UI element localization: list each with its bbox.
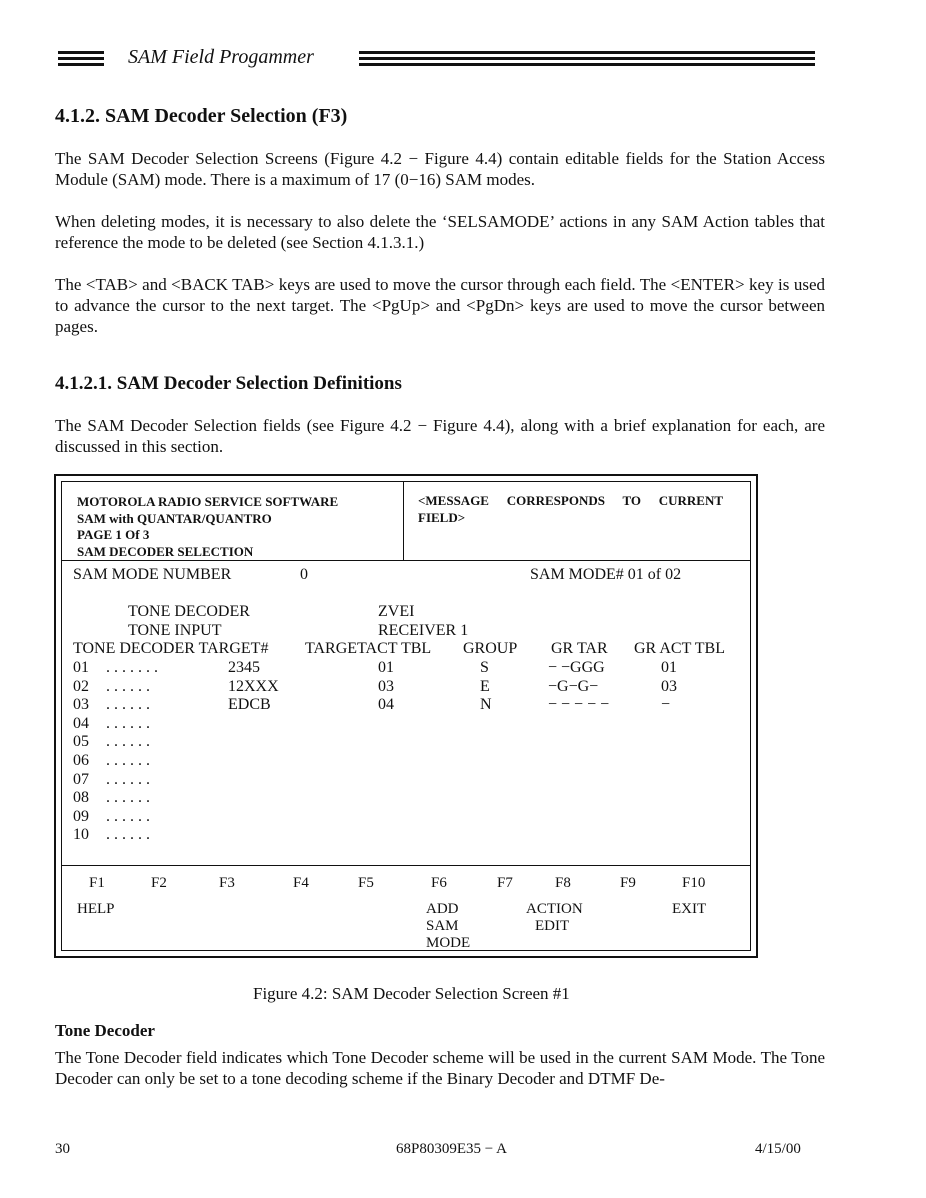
paragraph-deleting-modes: When deleting modes, it is necessary to also delete the ‘SELSAMODE’ actions in any SAM Action tables that reference the mode to be deleted (see Section 4.1.3.1.) [55,212,825,252]
paragraph-intro: The SAM Decoder Selection Screens (Figure 4.2 − Figure 4.4) contain editable fields for the Station Access Module (SAM) mode. There is a maximum of 17 (0−16) SAM modes. [55,149,825,189]
fkey-f8[interactable]: F8 [555,875,571,891]
fkey-f1[interactable]: F1 [89,875,105,891]
act-tbl-field[interactable]: 03 [378,677,394,695]
row-leader-dots: . . . . . . [106,714,150,732]
column-header-gr-act-tbl: GR ACT TBL [634,640,725,657]
screen-header-divider [62,560,750,561]
section-heading: 4.1.2. SAM Decoder Selection (F3) [55,105,348,127]
column-header-gr-tar: GR TAR [551,640,608,657]
document-date: 4/15/00 [755,1141,801,1157]
column-header-act-tbl: TARGETACT TBL [305,640,432,657]
fkey-f4[interactable]: F4 [293,875,309,891]
row-number: 03 [73,696,89,714]
row-leader-dots: . . . . . . [106,733,150,751]
screen-header-line: PAGE 1 Of 3 [77,527,150,542]
mode-number-field[interactable]: 0 [300,566,308,583]
fkey-label-line: ADD [426,901,459,917]
fkey-label-exit[interactable]: EXIT [672,901,707,917]
fkey-label-line: MODE [426,935,471,951]
gr-act-tbl-field[interactable]: 01 [661,659,677,676]
tone-decoder-heading: Tone Decoder [55,1021,155,1040]
tone-input-label: TONE INPUT [128,622,222,639]
row-leader-dots: . . . . . . [106,826,150,844]
header-rule-left [58,51,104,69]
row-number: 05 [73,733,89,751]
document-number: 68P80309E35 − A [396,1141,507,1157]
mode-count: SAM MODE# 01 of 02 [530,566,682,583]
fkey-label-line: SAM [426,918,459,934]
row-number: 04 [73,714,89,732]
row-number: 02 [73,677,89,695]
row-number: 06 [73,752,89,769]
target-field[interactable]: 12XXX [228,677,279,695]
header-rule-right [359,51,815,69]
fkey-f3[interactable]: F3 [219,875,235,891]
screen-header-line: SAM with QUANTAR/QUANTRO [77,510,272,526]
gr-tar-field[interactable]: − − − − − [548,696,610,714]
act-tbl-field[interactable]: 01 [378,659,394,676]
gr-act-tbl-field[interactable]: 03 [661,677,677,695]
column-header-group: GROUP [463,640,518,657]
fkey-f7[interactable]: F7 [497,875,513,891]
gr-tar-field[interactable]: −G−G− [548,677,599,695]
screen-header [77,494,338,560]
row-number: 09 [73,807,89,825]
row-number: 08 [73,789,89,807]
fkey-label-line: EDIT [535,918,570,934]
fkey-f5[interactable]: F5 [358,875,374,891]
row-number: 07 [73,770,89,788]
page-number: 30 [55,1141,70,1157]
fkey-label-add-sam-mode[interactable] [426,901,470,952]
row-leader-dots: . . . . . . [106,770,150,788]
screen-header-line: MOTOROLA RADIO SERVICE SOFTWARE [77,494,339,509]
fkey-label-action-edit[interactable] [526,901,583,935]
row-leader-dots: . . . . . . [106,696,150,714]
group-field[interactable]: N [480,696,492,714]
row-leader-dots: . . . . . . [106,789,150,807]
act-tbl-field[interactable]: 04 [378,696,394,714]
group-field[interactable]: S [480,659,489,676]
gr-tar-field[interactable]: − −GGG [548,659,605,676]
paragraph-definitions: The SAM Decoder Selection fields (see Figure 4.2 − Figure 4.4), along with a brief explanation for each, are discussed in this section. [55,416,825,456]
fkey-label-line: ACTION [526,901,583,917]
gr-act-tbl-field[interactable]: − [661,696,671,714]
figure-caption: Figure 4.2: SAM Decoder Selection Screen #1 [253,984,570,1003]
row-leader-dots: . . . . . . . [106,659,158,676]
target-field[interactable]: EDCB [228,696,271,714]
row-number: 01 [73,659,89,676]
tone-decoder-paragraph: The Tone Decoder field indicates which Tone Decoder scheme will be used in the current SAM Mode. The Tone Decoder can only be set to a tone decoding scheme if the Binary Decoder and DTMF De- [55,1048,825,1088]
row-number: 10 [73,826,89,844]
screen-fkey-divider [62,865,750,866]
fkey-f6[interactable]: F6 [431,875,447,891]
target-field[interactable]: 2345 [228,659,260,676]
subsection-heading: 4.1.2.1. SAM Decoder Selection Definitions [55,373,402,394]
tone-decoder-label: TONE DECODER [128,603,250,620]
fkey-f9[interactable]: F9 [620,875,636,891]
column-header-target: TONE DECODER TARGET# [73,640,269,657]
fkey-f2[interactable]: F2 [151,875,167,891]
tone-decoder-field[interactable]: ZVEI [378,603,415,620]
screen-header-line: SAM DECODER SELECTION [77,543,254,559]
row-leader-dots: . . . . . . [106,807,150,825]
screen-message-divider [403,482,404,560]
message-field: <MESSAGE CORRESPONDS TO CURRENT FIELD> [418,493,723,525]
paragraph-keys: The <TAB> and <BACK TAB> keys are used to move the cursor through each field. The <ENTER> key is used to advance the cursor to the next target. The <PgUp> and <PgDn> keys are used to move the cursor between pages. [55,275,825,336]
mode-number-label: SAM MODE NUMBER [73,566,232,583]
group-field[interactable]: E [480,677,490,695]
row-leader-dots: . . . . . . [106,677,150,695]
running-title: SAM Field Progammer [128,46,314,68]
row-leader-dots: . . . . . . [106,752,150,769]
fkey-label-help[interactable]: HELP [77,901,115,917]
fkey-f10[interactable]: F10 [682,875,706,891]
tone-input-field[interactable]: RECEIVER 1 [378,622,469,639]
